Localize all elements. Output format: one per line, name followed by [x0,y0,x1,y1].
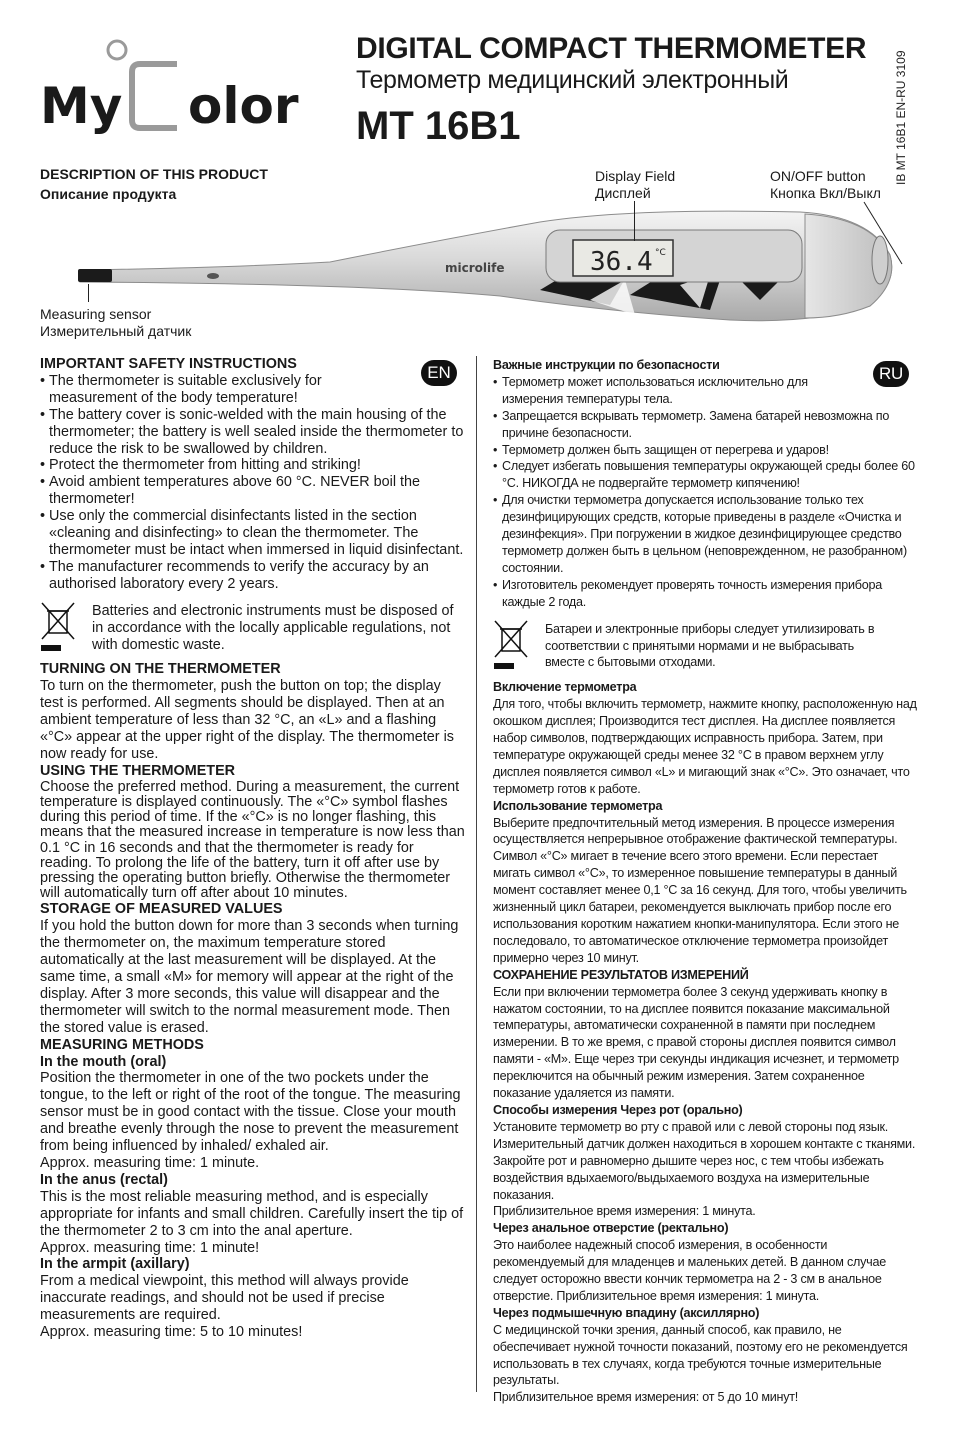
rectal-title-ru: Через анальное отверстие (ректально) [493,1221,729,1236]
safety-list-ru [493,374,918,611]
turning-on-text-ru: Для того, чтобы включить термометр, нажмите кнопку, расположенную над окошком дисплея; Производится тест дисплея. На дисплее появляется набор символов, подтверждающих исправность прибора. Затем, при температуре окружающей среды менее 32 °C в правом верхнем углу дисплея появляется символ «L» и мигающий знак «°C». Это означает, что термометр готов к работе. [493,697,917,796]
disposal-text-en: Batteries and electronic instruments must be disposed of in accordance with the locally applicable regulations, not with domestic waste. [92,602,454,653]
brand-text-left: My [40,77,123,135]
storage-title-ru: СОХРАНЕНИЕ РЕЗУЛЬТАТОВ ИЗМЕРЕНИЙ [493,967,749,982]
turning-on-text-en: To turn on the thermometer, push the button on top; the display test is performed. All segments should be displayed. Then at an ambient temperature of less than 32 °C, an «L» and a flashing «°C» appear at the upper right of the display. The thermometer is now ready for use. [40,678,454,762]
disposal-text-ru: Батареи и электронные приборы следует утилизировать в соответствии с принятыми нормами и не выбрасывать вместе с бытовыми отходами. [545,621,875,670]
russian-column [493,357,918,1406]
storage-title-en: STORAGE OF MEASURED VALUES [40,901,283,918]
rectal-text-ru: Это наиболее надежный способ измерения, в особенности рекомендуемый для младенцев и маленьких детей. В данном случае следует осторожно ввести кончик термометра на 2 - 3 см в анальное отверстие. Приблизительное время измерения: 1 минута. [493,1238,886,1303]
thermometer-illustration [70,200,906,325]
display-field-label-en: Display Field [595,168,676,184]
list-item: • Термометр должен быть защищен от перегрева и ударов! [493,442,918,459]
brand-text-right: olor [188,77,299,135]
oral-time-ru: Приблизительное время измерения: 1 минута. [493,1204,756,1219]
language-badge-ru: RU [873,361,909,387]
axillary-title-en: In the armpit (axillary) [40,1256,190,1273]
display-unit: °C [655,248,666,258]
document-reference: IB MT 16B1 EN-RU 3109 [894,50,908,185]
using-title-ru: Использование термометра [493,798,663,813]
description-heading-en: DESCRIPTION OF THIS PRODUCT [40,166,268,182]
storage-text-ru: Если при включении термометра более 3 секунд удерживать кнопку в нажатом состоянии, то на дисплее появится показание максимальной температуры, автоматически сохраненной в памяти при последнем измерении. В то же время, с правой стороны дисплея появится символ памяти - «M». Еще через три секунды индикация исчезнет, и термометр переключится на обычный режим измерения. Затем сохраненное показание удаляется из памяти. [493,984,899,1101]
turning-on-title-ru: Включение термометра [493,680,637,695]
display-field-label [595,168,675,202]
english-column [40,356,465,1341]
oral-text-en: Position the thermometer in one of the two pockets under the tongue, to the left or right of the root of the tongue. The measuring sensor must be in good contact with the tissue. Close your mouth and breathe evenly through the nose to prevent the measurement from being influenced by inhaled/ exhaled air. [40,1070,461,1155]
language-badge-en: EN [421,360,457,386]
axillary-title-ru: Через подмышечную впадину (аксиллярно) [493,1305,760,1320]
rectal-time-en: Approx. measuring time: 1 minute! [40,1239,260,1256]
onoff-button-label [770,168,881,202]
onoff-label-en: ON/OFF button [770,168,866,184]
oral-title-en: In the mouth (oral) [40,1053,167,1070]
storage-text-en: If you hold the button down for more than 3 seconds when turning the thermometer on, the maximum temperature stored automatically at the last measurement will be displayed. At the same time, a small «M» for memory will appear at the right of the display. After 3 more seconds, this value will disappear and the thermometer will switch to the normal measurement mode. Then the stored value is erased. [40,918,459,1036]
disposal-notice-en [40,601,465,654]
list-item: • Для очистки термометра допускается использование только тех дезинфицирующих средств, которые приведены в разделе «Очистка и дезинфекция». При погружении в жидкое дезинфицирующее средство термометр должен быть в цельном (неповрежденном, не разобранном) состоянии. [493,492,918,577]
safety-title-ru: Важные инструкции по безопасности [493,358,720,372]
column-divider [476,356,477,1392]
sensor-pointer-line [88,284,89,302]
using-text-ru: Выберите предпочтительный метод измерения. В процессе измерения осуществляется непрерывное отображение фактической температуры. Символ «°C» мигает в течение всего этого времени. Если перестает мигать символ «°C», то измеренное повышение температуры в данный момент составляет менее 0,1 °C за 16 секунд. Для того, чтобы увеличить жизненный цикл батареи, рекомендуется выключать прибор после его использования коротким нажатием кнопки-манипулятора. Если этого не последовало, то автоматическое отключение термометра произойдет примерно через 10 минут. [493,815,907,965]
sensor-label-en: Measuring sensor [40,306,152,322]
methods-title-ru: Способы измерения Через рот (орально) [493,1102,743,1117]
description-heading-ru: Описание продукта [40,186,177,202]
safety-list-en [40,373,465,593]
crossed-bin-icon [493,619,529,671]
oral-time-en: Approx. measuring time: 1 minute. [40,1154,260,1171]
list-item: • The battery cover is sonic-welded with the main housing of the thermometer; the battery is well sealed inside the thermometer to reduce the risk to be swallowed by children. [40,407,465,458]
onoff-label-ru: Кнопка Вкл/Выкл [770,185,881,201]
axillary-time-ru: Приблизительное время измерения: от 5 до 10 минут! [493,1390,799,1405]
list-item: • Запрещается вскрывать термометр. Замена батарей невозможна по причине безопасности. [493,408,918,442]
turning-on-title-en: TURNING ON THE THERMOMETER [40,661,281,678]
list-item: • The manufacturer recommends to verify the accuracy by an authorised laboratory every 2 years. [40,559,465,593]
crossed-bin-icon [40,601,76,653]
sensor-label-ru: Измерительный датчик [40,323,192,339]
display-field-label-ru: Дисплей [595,185,651,201]
brand-logo [40,38,330,138]
display-pointer-line [634,201,635,241]
disposal-notice-ru [493,619,918,672]
model-number: MT 16B1 [356,104,521,148]
list-item: • The thermometer is suitable exclusively for measurement of the body temperature! [40,373,465,407]
using-title-en: USING THE THERMOMETER [40,762,236,779]
rectal-text-en: This is the most reliable measuring method, and is especially appropriate for infants and small children. Carefully insert the tip of the thermometer 2 to 3 cm into the anal aperture. [40,1188,464,1239]
onoff-pointer-line [860,200,908,268]
list-item: • Protect the thermometer from hitting and striking! [40,457,465,474]
list-item: • Термометр может использоваться исключительно для измерения температуры тела. [493,374,918,408]
list-item: • Use only the commercial disinfectants listed in the section «cleaning and disinfecting» to clean the thermometer. The thermometer must be intact when immersed in liquid disinfectant. [40,508,465,559]
axillary-text-en: From a medical viewpoint, this method will always provide inaccurate readings, and should not be used if precise measurements are required. [40,1273,409,1324]
axillary-text-ru: С медицинской точки зрения, данный способ, как правило, не обеспечивает нужной точности показаний, поэтому его не рекомендуется использовать в тех случаях, когда требуются точные измерительные результаты. [493,1322,908,1388]
list-item: • Изготовитель рекомендует проверять точность измерения прибора каждые 2 года. [493,577,918,611]
methods-title-en: MEASURING METHODS [40,1036,204,1053]
measuring-sensor-tip [78,269,112,282]
body-dot [207,273,219,279]
title-ru: Термометр медицинский электронный [356,66,789,94]
using-text-en: Choose the preferred method. During a measurement, the current temperature is displayed continuously. The «°C» symbol flashes during this period of time. If the «°C» is no longer flashing, this means that the measured increase in temperature is now less than 0.1 °C in 16 seconds and that the thermometer is ready for reading. To prolong the life of the battery, turn it off after use by pressing the operating button briefly. Otherwise the thermometer will automatically turn off after about 10 minutes. [40,778,465,902]
safety-title-en: IMPORTANT SAFETY INSTRUCTIONS [40,356,297,372]
rectal-title-en: In the anus (rectal) [40,1171,168,1188]
title-en: DIGITAL COMPACT THERMOMETER [356,32,867,65]
list-item: • Avoid ambient temperatures above 60 °C. NEVER boil the thermometer! [40,474,465,508]
oral-text-ru: Установите термометр во рту с правой или с левой стороны под язык. Измерительный датчик должен находиться в хорошем контакте с тканями. Закройте рот и равномерно дышите через нос, с тем чтобы избежать воздействия вдыхаемого/выдыхаемого воздуха на измерительные показания. [493,1119,916,1202]
list-item: • Следует избегать повышения температуры окружающей среды более 60 °C. НИКОГДА не подвергайте термометр кипячению! [493,458,918,492]
device-brand: microlife [445,261,505,275]
display-reading: 36.4 [590,247,653,277]
axillary-time-en: Approx. measuring time: 5 to 10 minutes! [40,1324,303,1341]
